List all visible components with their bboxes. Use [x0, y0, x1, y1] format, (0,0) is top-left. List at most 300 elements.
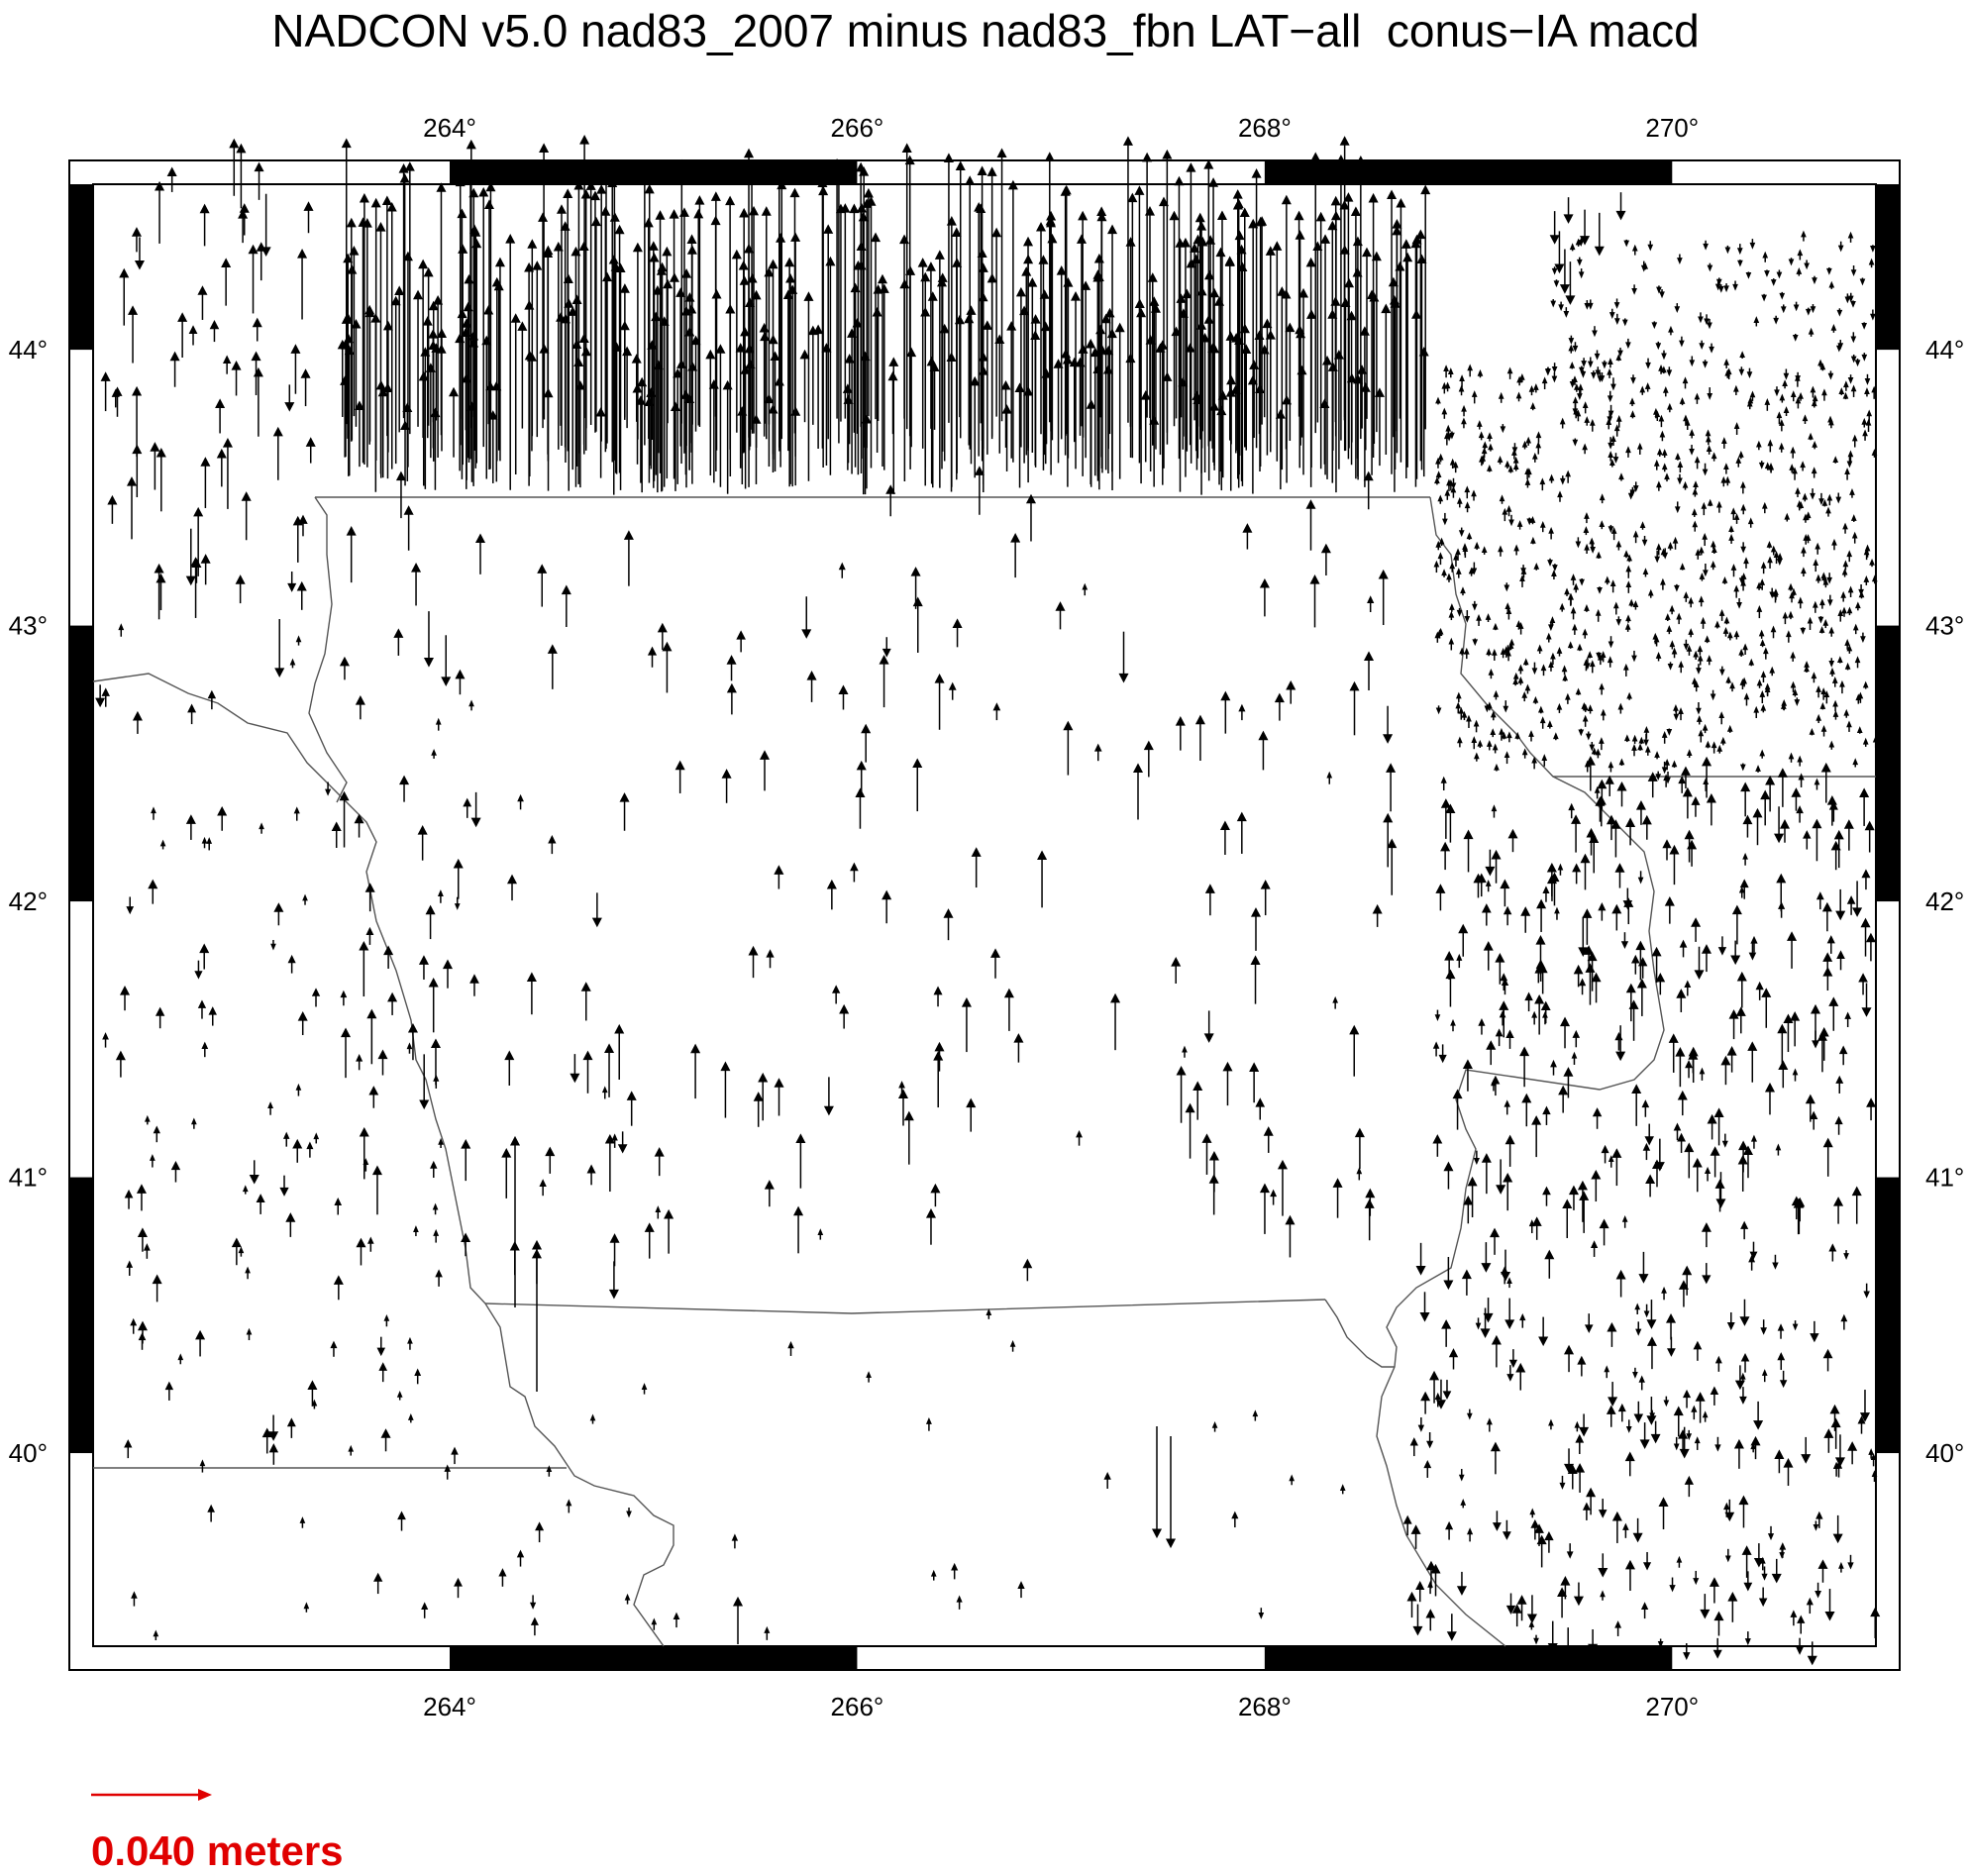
displacement-vector — [1611, 820, 1619, 857]
displacement-vector — [905, 1112, 913, 1165]
displacement-vector — [1554, 734, 1558, 741]
displacement-vector — [1678, 474, 1682, 483]
displacement-vector — [1569, 346, 1573, 354]
displacement-vector — [1613, 1512, 1621, 1543]
displacement-vector — [1810, 729, 1814, 735]
displacement-vector — [189, 326, 196, 345]
displacement-vector — [241, 204, 249, 235]
displacement-vector — [944, 909, 952, 940]
displacement-vector — [807, 672, 815, 702]
displacement-vector — [1829, 742, 1833, 750]
displacement-vector — [1449, 612, 1453, 620]
displacement-vector — [1599, 1553, 1607, 1576]
displacement-vector — [1708, 656, 1712, 665]
displacement-vector — [1311, 154, 1319, 434]
displacement-vector — [1539, 1317, 1547, 1345]
displacement-vector — [1724, 360, 1728, 368]
displacement-vector — [1196, 716, 1204, 761]
displacement-vector — [1434, 1043, 1439, 1057]
displacement-vector — [1663, 840, 1671, 860]
displacement-vector — [236, 575, 244, 603]
displacement-vector — [1744, 1571, 1751, 1590]
displacement-vector — [1571, 574, 1575, 584]
displacement-vector — [1712, 562, 1715, 570]
displacement-vector — [1551, 299, 1555, 306]
displacement-vector — [518, 1551, 524, 1567]
displacement-vector — [1823, 620, 1827, 628]
x-tick-label: 268° — [1237, 1692, 1292, 1721]
displacement-vector — [103, 1033, 108, 1047]
displacement-vector — [1421, 1393, 1429, 1414]
displacement-vector — [1831, 1419, 1839, 1449]
displacement-vector — [377, 1337, 384, 1355]
displacement-vector — [1738, 244, 1742, 254]
displacement-vector — [1589, 357, 1593, 366]
displacement-vector — [1486, 850, 1494, 876]
displacement-vector — [1439, 1044, 1446, 1062]
displacement-vector — [127, 896, 133, 913]
displacement-vector — [1115, 324, 1123, 479]
displacement-vector — [1866, 420, 1870, 432]
displacement-vector — [280, 1176, 288, 1196]
displacement-vector — [1183, 1047, 1187, 1058]
displacement-vector — [134, 712, 142, 734]
displacement-vector — [1761, 705, 1765, 712]
displacement-vector — [1802, 232, 1806, 242]
displacement-vector — [210, 321, 218, 342]
displacement-vector — [1450, 1349, 1458, 1369]
displacement-vector — [156, 182, 163, 244]
displacement-vector — [1642, 1603, 1648, 1618]
displacement-vector — [1681, 565, 1685, 571]
displacement-vector — [712, 192, 720, 471]
displacement-vector — [1814, 1520, 1817, 1529]
displacement-vector — [1575, 1422, 1579, 1431]
frame-bar-left — [69, 184, 93, 350]
displacement-vector — [1350, 682, 1358, 735]
displacement-vector — [858, 762, 866, 795]
displacement-vector — [1816, 715, 1820, 723]
displacement-vector — [1831, 325, 1835, 333]
displacement-vector — [1829, 997, 1837, 1030]
displacement-vector — [1794, 302, 1798, 310]
displacement-vector — [1038, 852, 1046, 908]
displacement-vector — [156, 574, 164, 610]
displacement-vector — [1757, 606, 1761, 618]
displacement-vector — [1735, 1440, 1743, 1469]
displacement-vector — [439, 890, 443, 902]
displacement-vector — [1668, 662, 1672, 669]
displacement-vector — [1571, 245, 1575, 252]
displacement-vector — [722, 770, 730, 803]
displacement-vector — [1696, 1393, 1704, 1422]
displacement-vector — [1843, 524, 1847, 534]
displacement-vector — [1708, 387, 1712, 398]
displacement-vector — [986, 1309, 990, 1318]
outer-frame — [69, 160, 1900, 1670]
displacement-vector — [224, 357, 231, 374]
displacement-vector — [201, 458, 209, 508]
displacement-vector — [1742, 1546, 1750, 1578]
displacement-vector — [1608, 1323, 1615, 1347]
displacement-vector — [383, 384, 391, 479]
displacement-vector — [1815, 544, 1819, 555]
displacement-vector — [1557, 704, 1561, 713]
displacement-vector — [1611, 581, 1615, 593]
displacement-vector — [1552, 571, 1556, 579]
displacement-vector — [1597, 610, 1601, 622]
displacement-vector — [1563, 1200, 1571, 1238]
displacement-vector — [1564, 307, 1568, 316]
displacement-vector — [1416, 1582, 1424, 1602]
displacement-vector — [1823, 953, 1831, 975]
displacement-vector — [1744, 559, 1748, 569]
displacement-vector — [1433, 1135, 1441, 1157]
displacement-vector — [592, 218, 600, 432]
displacement-vector — [1579, 729, 1583, 735]
displacement-vector — [1072, 292, 1080, 469]
displacement-vector — [1724, 465, 1728, 474]
displacement-vector — [1420, 1292, 1428, 1320]
displacement-vector — [1538, 646, 1542, 654]
displacement-vector — [1656, 772, 1660, 780]
displacement-vector — [646, 1223, 654, 1258]
displacement-vector — [1593, 749, 1597, 755]
displacement-vector — [1835, 1117, 1842, 1135]
displacement-vector — [1672, 762, 1676, 768]
displacement-vector — [1646, 359, 1650, 368]
displacement-vector — [1551, 1061, 1556, 1076]
displacement-vector — [1111, 994, 1119, 1050]
displacement-vector — [378, 1051, 386, 1076]
displacement-vector — [1459, 925, 1467, 957]
displacement-vector — [1537, 900, 1545, 932]
displacement-vector — [1703, 464, 1707, 474]
displacement-vector — [1473, 639, 1477, 645]
displacement-vector — [1865, 388, 1869, 396]
displacement-vector — [307, 1143, 312, 1158]
displacement-vector — [1592, 370, 1596, 377]
displacement-vector — [1772, 547, 1776, 556]
displacement-vector — [596, 408, 604, 478]
displacement-vector — [1624, 665, 1628, 677]
displacement-vector — [1212, 1422, 1216, 1431]
displacement-vector — [953, 619, 961, 647]
displacement-vector — [1639, 1377, 1644, 1391]
displacement-vector — [1618, 704, 1622, 714]
displacement-vector — [1862, 353, 1866, 360]
displacement-vector — [1600, 1220, 1608, 1246]
displacement-vector — [1677, 990, 1685, 1012]
displacement-vector — [1704, 564, 1708, 575]
displacement-vector — [1852, 515, 1856, 521]
displacement-vector — [1639, 1252, 1647, 1283]
displacement-vector — [1558, 865, 1562, 876]
displacement-vector — [1729, 535, 1733, 544]
displacement-vector — [1760, 631, 1764, 639]
displacement-vector — [1809, 1641, 1816, 1664]
displacement-vector — [1864, 1284, 1869, 1298]
displacement-vector — [620, 793, 628, 831]
displacement-vector — [1592, 1171, 1600, 1201]
displacement-vector — [1733, 906, 1741, 945]
displacement-vector — [1785, 514, 1789, 521]
displacement-vector — [1384, 706, 1392, 743]
displacement-vector — [1660, 289, 1664, 297]
displacement-vector — [1781, 820, 1789, 843]
displacement-vector — [1860, 277, 1864, 284]
displacement-vector — [1706, 637, 1710, 643]
displacement-vector — [1064, 722, 1072, 776]
displacement-vector — [1830, 802, 1837, 822]
displacement-vector — [1737, 598, 1741, 608]
displacement-vector — [420, 956, 428, 980]
displacement-vector — [1830, 669, 1834, 677]
displacement-vector — [1738, 260, 1742, 265]
displacement-vector — [1602, 1146, 1608, 1163]
y-tick-label: 43° — [8, 610, 48, 641]
displacement-vector — [1387, 764, 1395, 811]
displacement-vector — [366, 928, 372, 945]
displacement-vector — [1828, 796, 1836, 826]
state-boundaries — [93, 497, 1876, 1646]
displacement-vector — [300, 1517, 304, 1527]
displacement-vector — [298, 250, 306, 319]
displacement-vector — [1206, 885, 1214, 915]
displacement-vector — [1855, 658, 1859, 669]
displacement-vectors — [96, 136, 1879, 1664]
displacement-vector — [1322, 545, 1330, 575]
displacement-vector — [1714, 1109, 1722, 1146]
displacement-vector — [1614, 298, 1618, 307]
displacement-vector — [1504, 907, 1511, 925]
displacement-vector — [434, 1230, 438, 1242]
displacement-vector — [1626, 1561, 1634, 1591]
displacement-vector — [1677, 614, 1681, 624]
displacement-vector — [1811, 488, 1815, 498]
displacement-vector — [1541, 522, 1545, 532]
displacement-vector — [1739, 1497, 1747, 1528]
displacement-vector — [1027, 495, 1035, 542]
displacement-vector — [1768, 441, 1772, 453]
displacement-vector — [1775, 386, 1779, 395]
displacement-vector — [1579, 917, 1587, 956]
displacement-vector — [1585, 513, 1589, 523]
y-tick-label: 40° — [1925, 1438, 1965, 1469]
displacement-vector — [1444, 1257, 1452, 1289]
displacement-vector — [178, 1355, 182, 1365]
displacement-vector — [255, 163, 262, 200]
displacement-vector — [1388, 840, 1396, 895]
displacement-vector — [1643, 1144, 1649, 1160]
displacement-vector — [1441, 843, 1449, 870]
displacement-vector — [155, 565, 162, 619]
displacement-vector — [1765, 399, 1769, 410]
displacement-vector — [1810, 329, 1814, 337]
displacement-vector — [1714, 1613, 1722, 1636]
displacement-vector — [1657, 285, 1661, 292]
displacement-vector — [1595, 350, 1599, 359]
displacement-vector — [1820, 703, 1824, 709]
displacement-vector — [1608, 369, 1611, 378]
displacement-vector — [1619, 474, 1623, 481]
displacement-vector — [1731, 565, 1735, 576]
displacement-vector — [512, 314, 520, 474]
x-tick-label: 268° — [1237, 113, 1292, 143]
displacement-vector — [303, 895, 307, 905]
displacement-vector — [218, 450, 226, 486]
displacement-vector — [188, 705, 195, 724]
displacement-vector — [1407, 1593, 1415, 1617]
displacement-vector — [1813, 469, 1816, 478]
displacement-vector — [1814, 602, 1817, 613]
frame-bar-right — [1876, 1178, 1900, 1453]
displacement-vector — [1699, 312, 1703, 322]
displacement-vector — [1250, 1063, 1258, 1102]
displacement-vector — [1764, 649, 1768, 660]
displacement-vector — [1483, 904, 1491, 925]
displacement-vector — [1708, 446, 1712, 454]
iowa-missouri-border — [485, 1300, 1325, 1313]
displacement-vector — [506, 235, 514, 490]
displacement-vector — [246, 1268, 250, 1279]
displacement-vector — [1616, 542, 1620, 551]
displacement-vector — [1242, 345, 1250, 450]
displacement-vector — [1828, 370, 1832, 378]
displacement-vector — [1816, 686, 1820, 697]
displacement-vector — [286, 1213, 294, 1237]
displacement-vector — [288, 572, 295, 591]
displacement-vector — [1717, 746, 1721, 753]
displacement-vector — [840, 1005, 848, 1029]
displacement-vector — [1791, 1012, 1799, 1046]
displacement-vector — [642, 1384, 646, 1394]
displacement-vector — [1860, 788, 1868, 825]
displacement-vector — [1525, 993, 1532, 1011]
displacement-vector — [794, 1207, 802, 1254]
displacement-vector — [1573, 342, 1577, 351]
displacement-vector — [381, 1429, 389, 1451]
displacement-vector — [1594, 1108, 1602, 1129]
displacement-vector — [1468, 1409, 1472, 1419]
displacement-vector — [1778, 1025, 1786, 1066]
displacement-vector — [532, 1618, 538, 1635]
displacement-vector — [1708, 263, 1712, 270]
displacement-vector — [195, 961, 202, 979]
displacement-vector — [766, 1181, 774, 1206]
displacement-vector — [1725, 246, 1729, 253]
displacement-vector — [1828, 595, 1832, 605]
displacement-vector — [412, 564, 420, 605]
displacement-vector — [1772, 278, 1776, 285]
displacement-vector — [1729, 527, 1733, 533]
displacement-vector — [1689, 598, 1693, 607]
displacement-vector — [1655, 752, 1659, 759]
displacement-vector — [1602, 710, 1606, 720]
displacement-vector — [1784, 407, 1788, 416]
displacement-vector — [587, 1166, 594, 1186]
displacement-vector — [291, 345, 299, 393]
displacement-vector — [420, 1054, 428, 1108]
displacement-vector — [1840, 681, 1844, 693]
displacement-vector — [1468, 1528, 1473, 1541]
displacement-vector — [1694, 482, 1698, 490]
displacement-vector — [1829, 658, 1833, 666]
displacement-vector — [1836, 889, 1844, 919]
displacement-vector — [1848, 1555, 1853, 1568]
displacement-vector — [160, 841, 164, 850]
displacement-vector — [1704, 1412, 1708, 1422]
displacement-vector — [326, 782, 331, 795]
displacement-vector — [1546, 367, 1550, 374]
displacement-vector — [1549, 528, 1553, 539]
displacement-vector — [1723, 1134, 1728, 1147]
displacement-vector — [1770, 668, 1774, 676]
displacement-vector — [1694, 1159, 1702, 1192]
displacement-vector — [518, 795, 523, 809]
displacement-vector — [1756, 983, 1763, 1000]
displacement-vector — [1464, 1060, 1472, 1091]
displacement-vector — [1865, 822, 1873, 853]
displacement-vector — [1871, 245, 1875, 251]
displacement-vector — [809, 327, 817, 425]
displacement-vector — [1530, 1510, 1534, 1517]
displacement-vector — [1603, 361, 1607, 367]
displacement-vector — [1675, 303, 1679, 312]
displacement-vector — [218, 807, 226, 831]
displacement-vector — [804, 292, 812, 480]
displacement-vector — [1587, 731, 1591, 739]
displacement-vector — [1615, 314, 1619, 324]
displacement-vector — [1623, 318, 1627, 325]
displacement-vector — [1750, 239, 1754, 248]
displacement-vector — [1573, 865, 1580, 885]
displacement-vector — [1583, 909, 1591, 945]
displacement-vector — [1536, 433, 1540, 443]
displacement-vector — [1365, 472, 1373, 510]
displacement-vector — [1824, 1139, 1832, 1177]
displacement-vector — [1543, 378, 1547, 389]
displacement-vector — [1719, 712, 1723, 724]
displacement-vector — [1256, 1098, 1264, 1119]
displacement-vector — [1626, 616, 1630, 623]
displacement-vector — [1608, 1407, 1615, 1427]
displacement-vector — [1543, 1188, 1550, 1206]
displacement-vector — [1774, 589, 1778, 599]
displacement-vector — [957, 1597, 962, 1610]
displacement-vector — [202, 1043, 207, 1057]
displacement-vector — [1077, 1131, 1082, 1146]
displacement-vector — [1740, 353, 1744, 359]
displacement-vector — [1789, 584, 1793, 591]
displacement-vector — [1210, 402, 1218, 466]
displacement-vector — [835, 175, 843, 444]
displacement-vector — [1738, 973, 1746, 1008]
displacement-vector — [1142, 391, 1150, 462]
displacement-vector — [1434, 562, 1438, 573]
displacement-vector — [1719, 610, 1723, 621]
displacement-vector — [1606, 577, 1609, 584]
displacement-vector — [149, 881, 156, 904]
displacement-vector — [1861, 1390, 1869, 1421]
displacement-vector — [1624, 240, 1628, 246]
displacement-vector — [132, 1593, 137, 1607]
displacement-vector — [1813, 276, 1816, 283]
displacement-vector — [1729, 1010, 1737, 1039]
displacement-vector — [1840, 1047, 1847, 1066]
displacement-vector — [290, 660, 294, 668]
displacement-vector — [927, 1418, 931, 1430]
